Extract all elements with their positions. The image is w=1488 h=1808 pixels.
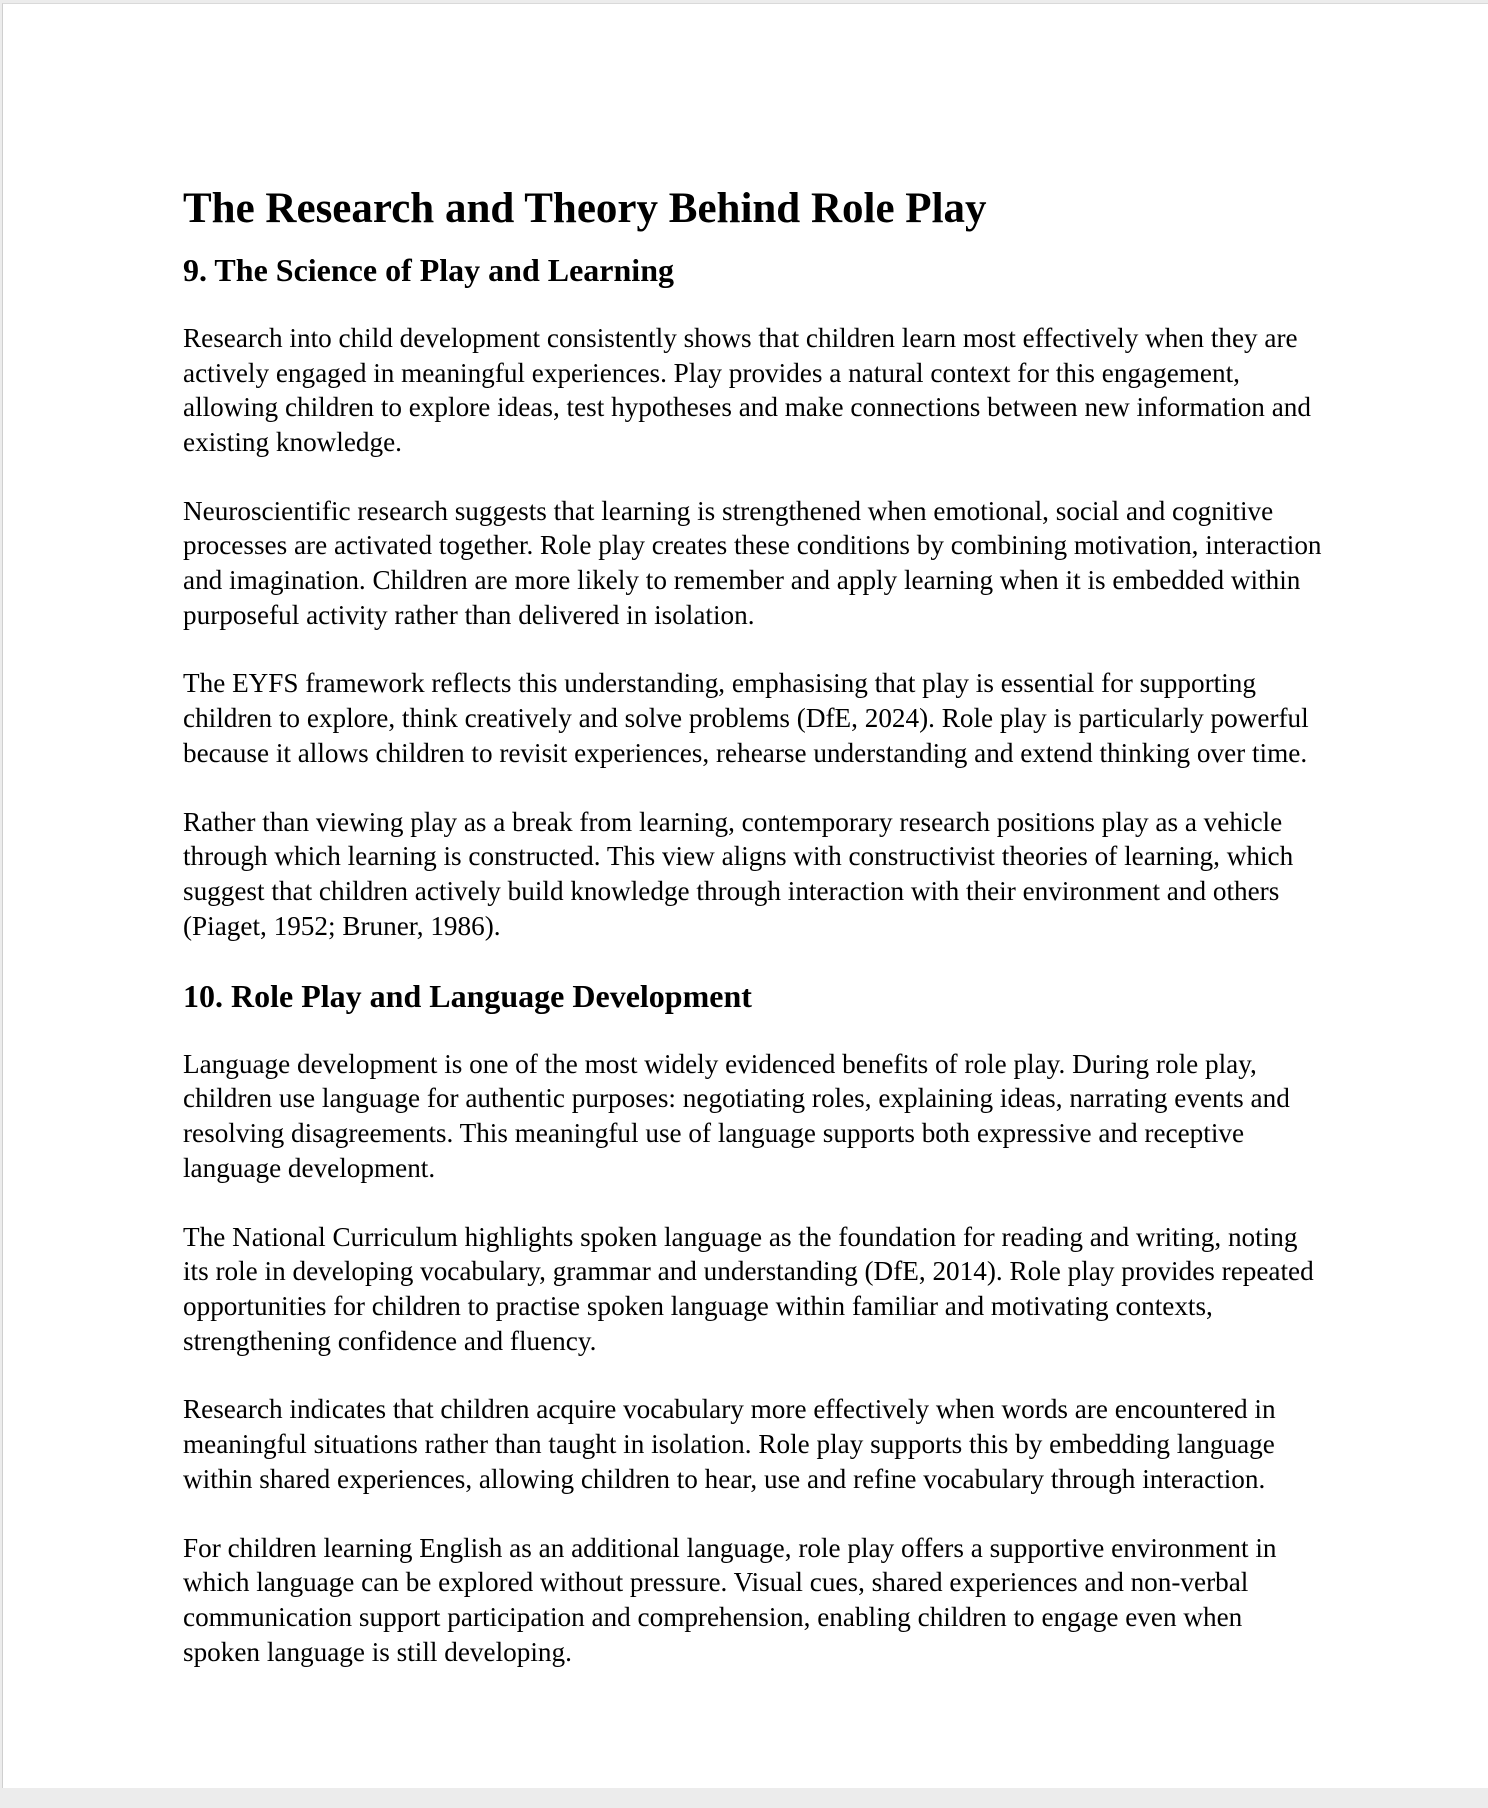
section-heading: 9. The Science of Play and Learning: [183, 252, 674, 289]
paragraph: Language development is one of the most widely evidenced benefits of role play. During role play, children use language for authentic purposes: negotiating roles, explaining ideas, narrating events and resolving disagreements. This meaningful use of language supports both expressive and receptive language development.: [183, 1048, 1290, 1183]
paragraph: Research indicates that children acquire vocabulary more effectively when words are encountered in meaningful situations rather than taught in isolation. Role play supports this by embedding language within shared experiences, allowing children to hear, use and refine vocabulary through interaction.: [183, 1394, 1276, 1494]
paragraph: For children learning English as an additional language, role play offers a supportive environment in which language can be explored without pressure. Visual cues, shared experiences and non-verbal communication support participation and comprehension, enabling children to engage even when spoken language is still developing.: [183, 1532, 1277, 1667]
paragraph: The EYFS framework reflects this understanding, emphasising that play is essential for supporting children to explore, think creatively and solve problems (DfE, 2024). Role play is particularly powerful because it allows children to revisit experiences, rehearse understanding and extend thinking over time.: [183, 668, 1309, 768]
document-title: The Research and Theory Behind Role Play: [183, 185, 987, 232]
document-page: [2, 3, 1488, 1788]
paragraph: Research into child development consistently shows that children learn most effectively when they are actively engaged in meaningful experiences. Play provides a natural context for this engagement, allowing children to explore ideas, test hypotheses and make connections between new information and existing knowledge.: [183, 322, 1311, 457]
document-body: [183, 184, 1323, 1703]
paragraph: The National Curriculum highlights spoken language as the foundation for reading and writing, noting its role in developing vocabulary, grammar and understanding (DfE, 2014). Role play provides repeated opportunities for children to practise spoken language within familiar and motivating contexts, strengthening confidence and fluency.: [183, 1221, 1314, 1356]
viewer-background: [0, 1788, 1488, 1808]
paragraph: Neuroscientific research suggests that learning is strengthened when emotional, social and cognitive processes are activated together. Role play creates these conditions by combining motivation, interaction and imagination. Children are more likely to remember and apply learning when it is embedded within purposeful activity rather than delivered in isolation.: [183, 495, 1322, 630]
paragraph: Rather than viewing play as a break from learning, contemporary research positions play as a vehicle through which learning is constructed. This view aligns with constructivist theories of learning, which suggest that children actively build knowledge through interaction with their environment and others (Piaget, 1952; Bruner, 1986).: [183, 806, 1294, 941]
section-heading: 10. Role Play and Language Development: [183, 978, 752, 1015]
